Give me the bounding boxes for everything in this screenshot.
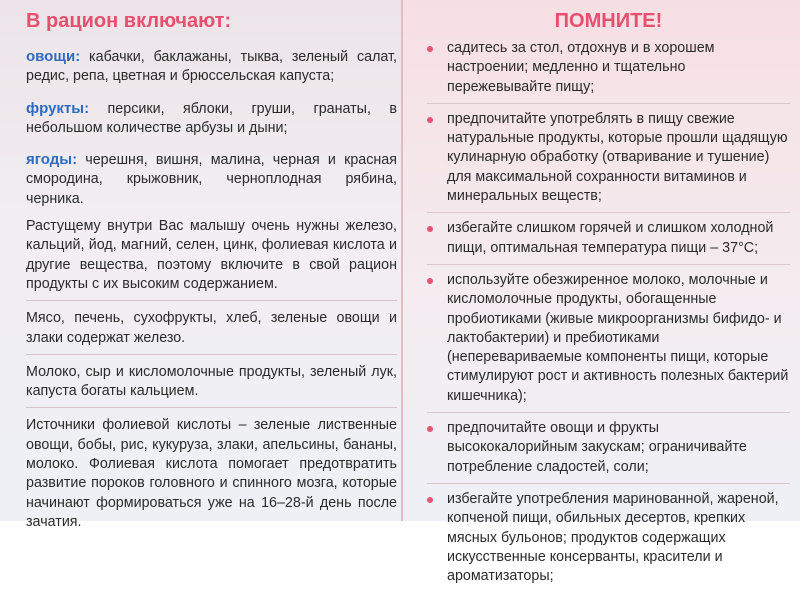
paragraph-block — [26, 414, 397, 538]
paragraph-folic-acid: Источники фолиевой кислоты – зеленые лиственные овощи, бобы, рис, кукуруза, злаки, апельсины, бананы, молоко. Фолиевая кислота помогает предотвратить развитие пороков головного и спинного мозга, которые начинают формироваться уже на 16–28-й день после зачатия. — [26, 417, 397, 530]
diet-heading: В рацион включают: — [26, 10, 232, 32]
paragraph-nutrients: Растущему внутри Вас малышу очень нужны железо, кальций, йод, магний, селен, цинк, фолиевая кислота и другие вещества, поэтому включите в свой рацион продукты с их высоким содержанием. — [26, 218, 397, 292]
category-label: фрукты: — [26, 99, 90, 117]
list-item — [427, 110, 790, 213]
list-item — [427, 490, 790, 592]
bullet-icon — [427, 46, 433, 52]
remember-list — [427, 39, 790, 592]
list-item — [427, 419, 790, 484]
bullet-icon — [427, 426, 433, 432]
list-item — [427, 271, 790, 413]
right-column — [403, 0, 800, 585]
paragraph-block — [26, 215, 397, 301]
category-berries — [26, 150, 397, 209]
remember-heading: ПОМНИТЕ! — [554, 10, 663, 32]
list-item — [427, 219, 790, 265]
paragraph-calcium: Молоко, сыр и кисломолочные продукты, зеленый лук, капуста богаты кальцием. — [26, 363, 397, 400]
bullet-icon — [427, 278, 433, 284]
paragraph-iron: Мясо, печень, сухофрукты, хлеб, зеленые овощи и злаки содержат железо. — [26, 310, 397, 346]
bullet-icon — [427, 497, 433, 503]
category-text: кабачки, баклажаны, тыква, зеленый салат, редис, репа, цветная и брюссельская капуста; — [26, 49, 397, 85]
paragraph-block — [26, 307, 397, 355]
category-vegetables — [26, 47, 397, 87]
category-fruits — [26, 99, 397, 139]
list-item-text: избегайте слишком горячей и слишком холодной пищи, оптимальная температура пищи – 37°С; — [447, 220, 774, 256]
list-item-text: избегайте употребления маринованной, жареной, копченой пищи, обильных десертов, крепких мясных бульонов; продуктов содержащих искусственные консерванты, красители и ароматизаторы; — [447, 490, 779, 585]
category-text: черешня, вишня, малина, черная и красная смородина, крыжовник, черноплодная рябина, черника. — [26, 152, 397, 207]
left-column — [0, 0, 403, 530]
bullet-icon — [427, 117, 433, 123]
list-item-text: садитесь за стол, отдохнув и в хорошем настроении; медленно и тщательно пережевывайте пищу; — [447, 40, 715, 95]
bullet-icon — [427, 226, 433, 232]
list-item-text: предпочитайте овощи и фрукты высококалорийным закускам; ограничивайте потребление сладостей, соли; — [447, 420, 747, 475]
list-item-text: используйте обезжиренное молоко, молочные и кисломолочные продукты, обогащенные пробиотиками (живые микроорганизмы бифидо- и лактобактерии) и пребиотиками (неперевариваемые компоненты пищи, которые стимулируют рост и активность полезных бактерий кишечника); — [447, 271, 789, 404]
paragraph-block — [26, 361, 397, 409]
category-label: ягоды: — [26, 151, 78, 169]
category-text: персики, яблоки, груши, гранаты, в небольшом количестве арбузы и дыни; — [26, 100, 397, 136]
list-item-text: предпочитайте употреблять в пищу свежие натуральные продукты, которые прошли щадящую кулинарную обработку (отваривание и тушение) для максимальной сохранности витаминов и минеральных веществ; — [447, 110, 788, 205]
category-label: овощи: — [26, 48, 81, 65]
list-item — [427, 39, 790, 104]
